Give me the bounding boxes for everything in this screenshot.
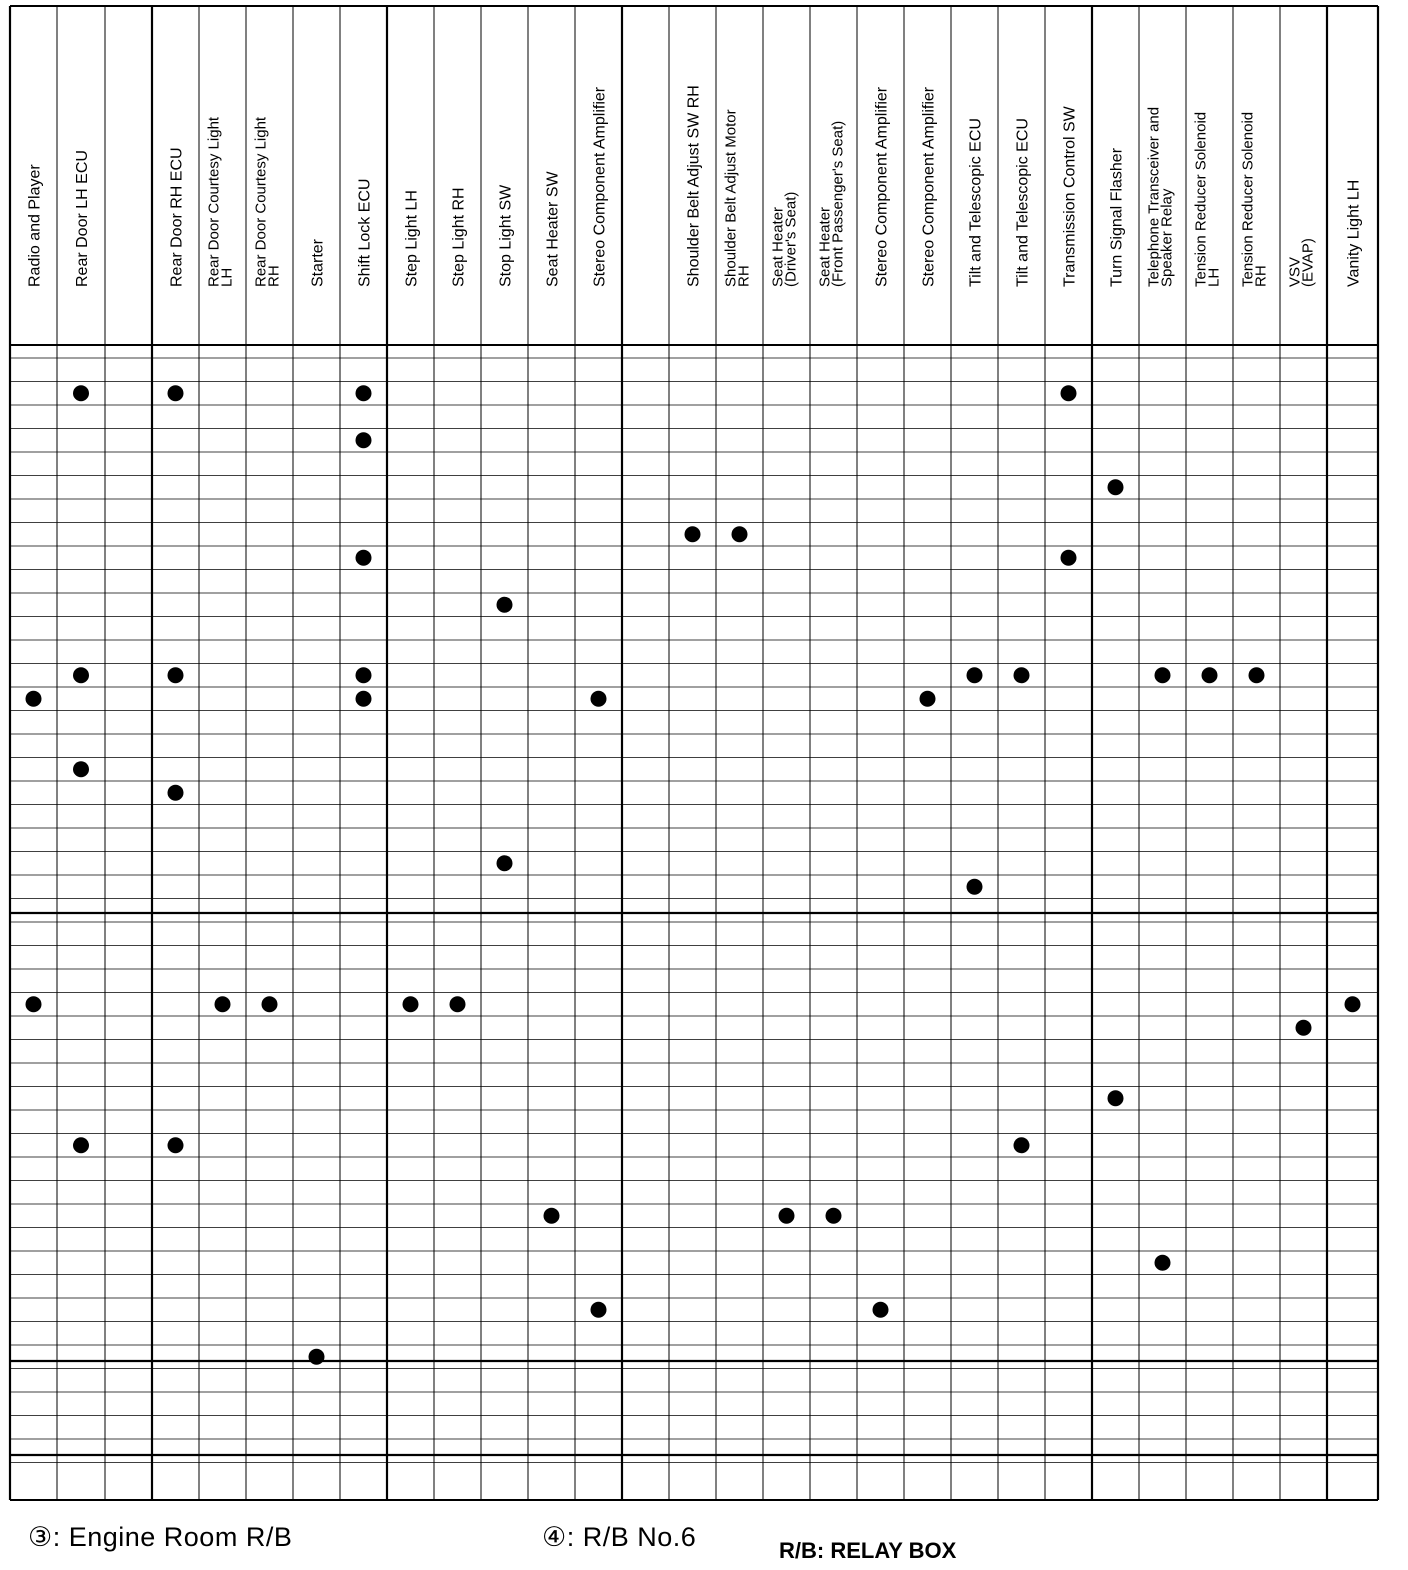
- column-header-label: Step Light RH: [450, 187, 468, 287]
- connection-dot: [215, 996, 231, 1012]
- connection-dot: [1155, 1255, 1171, 1271]
- connection-dot: [73, 1137, 89, 1153]
- column-header-label: Stop Light SW: [497, 184, 515, 287]
- connection-dot: [497, 597, 513, 613]
- connection-dot: [403, 996, 419, 1012]
- legend-marker-3: ③: [28, 1522, 53, 1553]
- column-header-label: Seat Heater: [816, 206, 834, 287]
- column-header-label: Tension Reducer Solenoid: [1192, 111, 1210, 287]
- connection-dot: [920, 691, 936, 707]
- connection-dot: [1108, 1090, 1124, 1106]
- column-header-label: Stereo Component Amplifier: [873, 86, 891, 287]
- connection-dot: [591, 691, 607, 707]
- column-header-label: Telephone Transceiver and: [1145, 106, 1163, 287]
- column-header-label: Turn Signal Flasher: [1108, 147, 1126, 287]
- connection-dot: [779, 1208, 795, 1224]
- connection-dot: [356, 667, 372, 683]
- column-header-label: Stereo Component Amplifier: [591, 86, 609, 287]
- connection-dot: [26, 996, 42, 1012]
- connection-dot: [168, 385, 184, 401]
- connection-dot: [1061, 385, 1077, 401]
- connection-dot: [1345, 996, 1361, 1012]
- connection-dot: [168, 667, 184, 683]
- column-header-label: Shift Lock ECU: [356, 178, 374, 287]
- column-header-label: Stereo Component Amplifier: [920, 86, 938, 287]
- connection-dot: [1014, 667, 1030, 683]
- connection-dot: [967, 667, 983, 683]
- connection-dot: [497, 855, 513, 871]
- column-header-label: Rear Door LH ECU: [74, 150, 91, 287]
- connection-dot: [73, 667, 89, 683]
- column-header-label: VSV: [1286, 256, 1304, 287]
- column-header-label: RH: [1252, 265, 1270, 287]
- connection-dot: [732, 526, 748, 542]
- column-header-label: Radio and Player: [26, 164, 44, 287]
- column-header-label: Starter: [309, 238, 327, 287]
- connection-dot: [1296, 1020, 1312, 1036]
- column-header-label: Rear Door RH ECU: [168, 147, 186, 287]
- column-header-label: RH: [735, 265, 753, 287]
- column-header-label: RH: [265, 265, 283, 287]
- connection-dot: [73, 761, 89, 777]
- column-header-label: Seat Heater SW: [544, 171, 562, 287]
- column-header-label: Rear Door Courtesy Light: [205, 116, 223, 287]
- column-header-label: LH: [1205, 267, 1223, 287]
- column-header-label: Shoulder Belt Adjust SW RH: [685, 85, 703, 287]
- legend-engine-room-text: : Engine Room R/B: [52, 1522, 293, 1552]
- column-header-label: Tilt and Telescopic ECU: [1014, 118, 1032, 287]
- connection-dot: [826, 1208, 842, 1224]
- column-headers: [27, 85, 1363, 287]
- connection-dot: [873, 1302, 889, 1318]
- column-header-label: (EVAP): [1299, 238, 1317, 287]
- legend-rb-no6-text: : R/B No.6: [566, 1522, 697, 1552]
- connection-dot: [1014, 1137, 1030, 1153]
- column-header-label: Tilt and Telescopic ECU: [967, 118, 985, 287]
- connection-dot: [168, 1137, 184, 1153]
- connection-dot: [356, 432, 372, 448]
- legend-engine-room: [28, 1522, 292, 1553]
- connection-dot: [591, 1302, 607, 1318]
- column-header-label: LH: [218, 267, 236, 287]
- connection-dot: [544, 1208, 560, 1224]
- connection-dot: [450, 996, 466, 1012]
- connection-dot: [73, 385, 89, 401]
- column-header-label: Speaker Relay: [1158, 188, 1176, 287]
- column-header-label: Shoulder Belt Adjust Motor: [722, 109, 740, 287]
- legend-rb-no6: [542, 1522, 696, 1553]
- connection-dot: [1202, 667, 1218, 683]
- legend-marker-4: ④: [542, 1522, 567, 1553]
- connection-dot: [309, 1349, 325, 1365]
- column-header-label: (Front Passenger's Seat): [829, 120, 847, 287]
- column-header-label: Seat Heater: [769, 206, 787, 287]
- connection-dot: [168, 785, 184, 801]
- connection-dot: [1155, 667, 1171, 683]
- column-header-label: Step Light LH: [403, 190, 421, 287]
- connection-dot: [1061, 550, 1077, 566]
- connection-dot: [1249, 667, 1265, 683]
- legend-relay-box: R/B: RELAY BOX: [779, 1538, 957, 1563]
- column-header-label: Vanity Light LH: [1345, 179, 1363, 287]
- connection-dot: [1108, 479, 1124, 495]
- connection-dot: [356, 691, 372, 707]
- connection-dot: [967, 879, 983, 895]
- connection-dot: [262, 996, 278, 1012]
- connection-dot: [356, 385, 372, 401]
- column-header-label: Tension Reducer Solenoid: [1239, 111, 1257, 287]
- column-header-label: Rear Door Courtesy Light: [252, 116, 270, 287]
- connection-dot: [26, 691, 42, 707]
- connection-dot: [685, 526, 701, 542]
- connection-dot: [356, 550, 372, 566]
- column-header-label: (Driver's Seat): [782, 191, 800, 287]
- column-header-label: Transmission Control SW: [1061, 106, 1079, 287]
